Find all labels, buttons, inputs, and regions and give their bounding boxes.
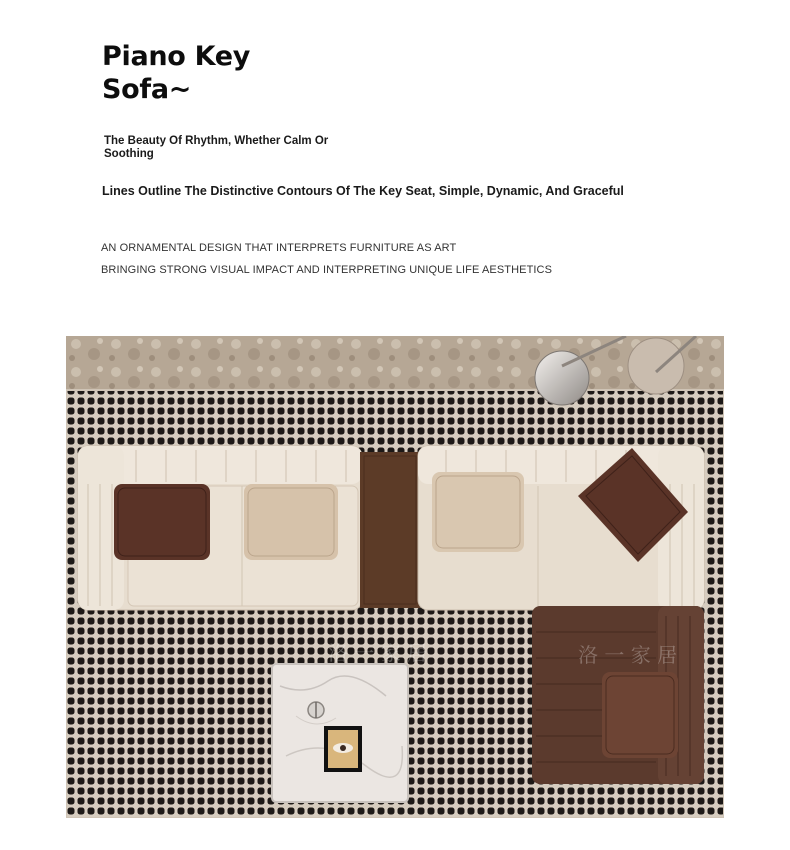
- cushion-beige-right: [432, 472, 524, 552]
- title-line-1: Piano Key: [102, 41, 251, 72]
- subtitle: The Beauty Of Rhythm, Whether Calm Or Soothing: [104, 135, 329, 160]
- framed-eye-book: [324, 726, 362, 772]
- cushion-chaise: [602, 672, 678, 758]
- watermark-center: 洛 一 家 居: [328, 641, 428, 665]
- walnut-console: [360, 452, 420, 608]
- watermark-right: 洛 一 家 居: [578, 643, 678, 667]
- cushion-brown-left: [114, 484, 210, 560]
- cushion-beige-left: [244, 484, 338, 560]
- tagline: Lines Outline The Distinctive Contours Of The Key Seat, Simple, Dynamic, And Graceful: [102, 184, 624, 198]
- description-line-2: BRINGING STRONG VISUAL IMPACT AND INTERPRETING UNIQUE LIFE AESTHETICS: [101, 264, 553, 276]
- sofa-photo: [66, 336, 724, 818]
- title-line-2: Sofa~: [102, 74, 192, 105]
- product-title: [102, 40, 250, 106]
- description-line-1: AN ORNAMENTAL DESIGN THAT INTERPRETS FURNITURE AS ART: [101, 242, 457, 254]
